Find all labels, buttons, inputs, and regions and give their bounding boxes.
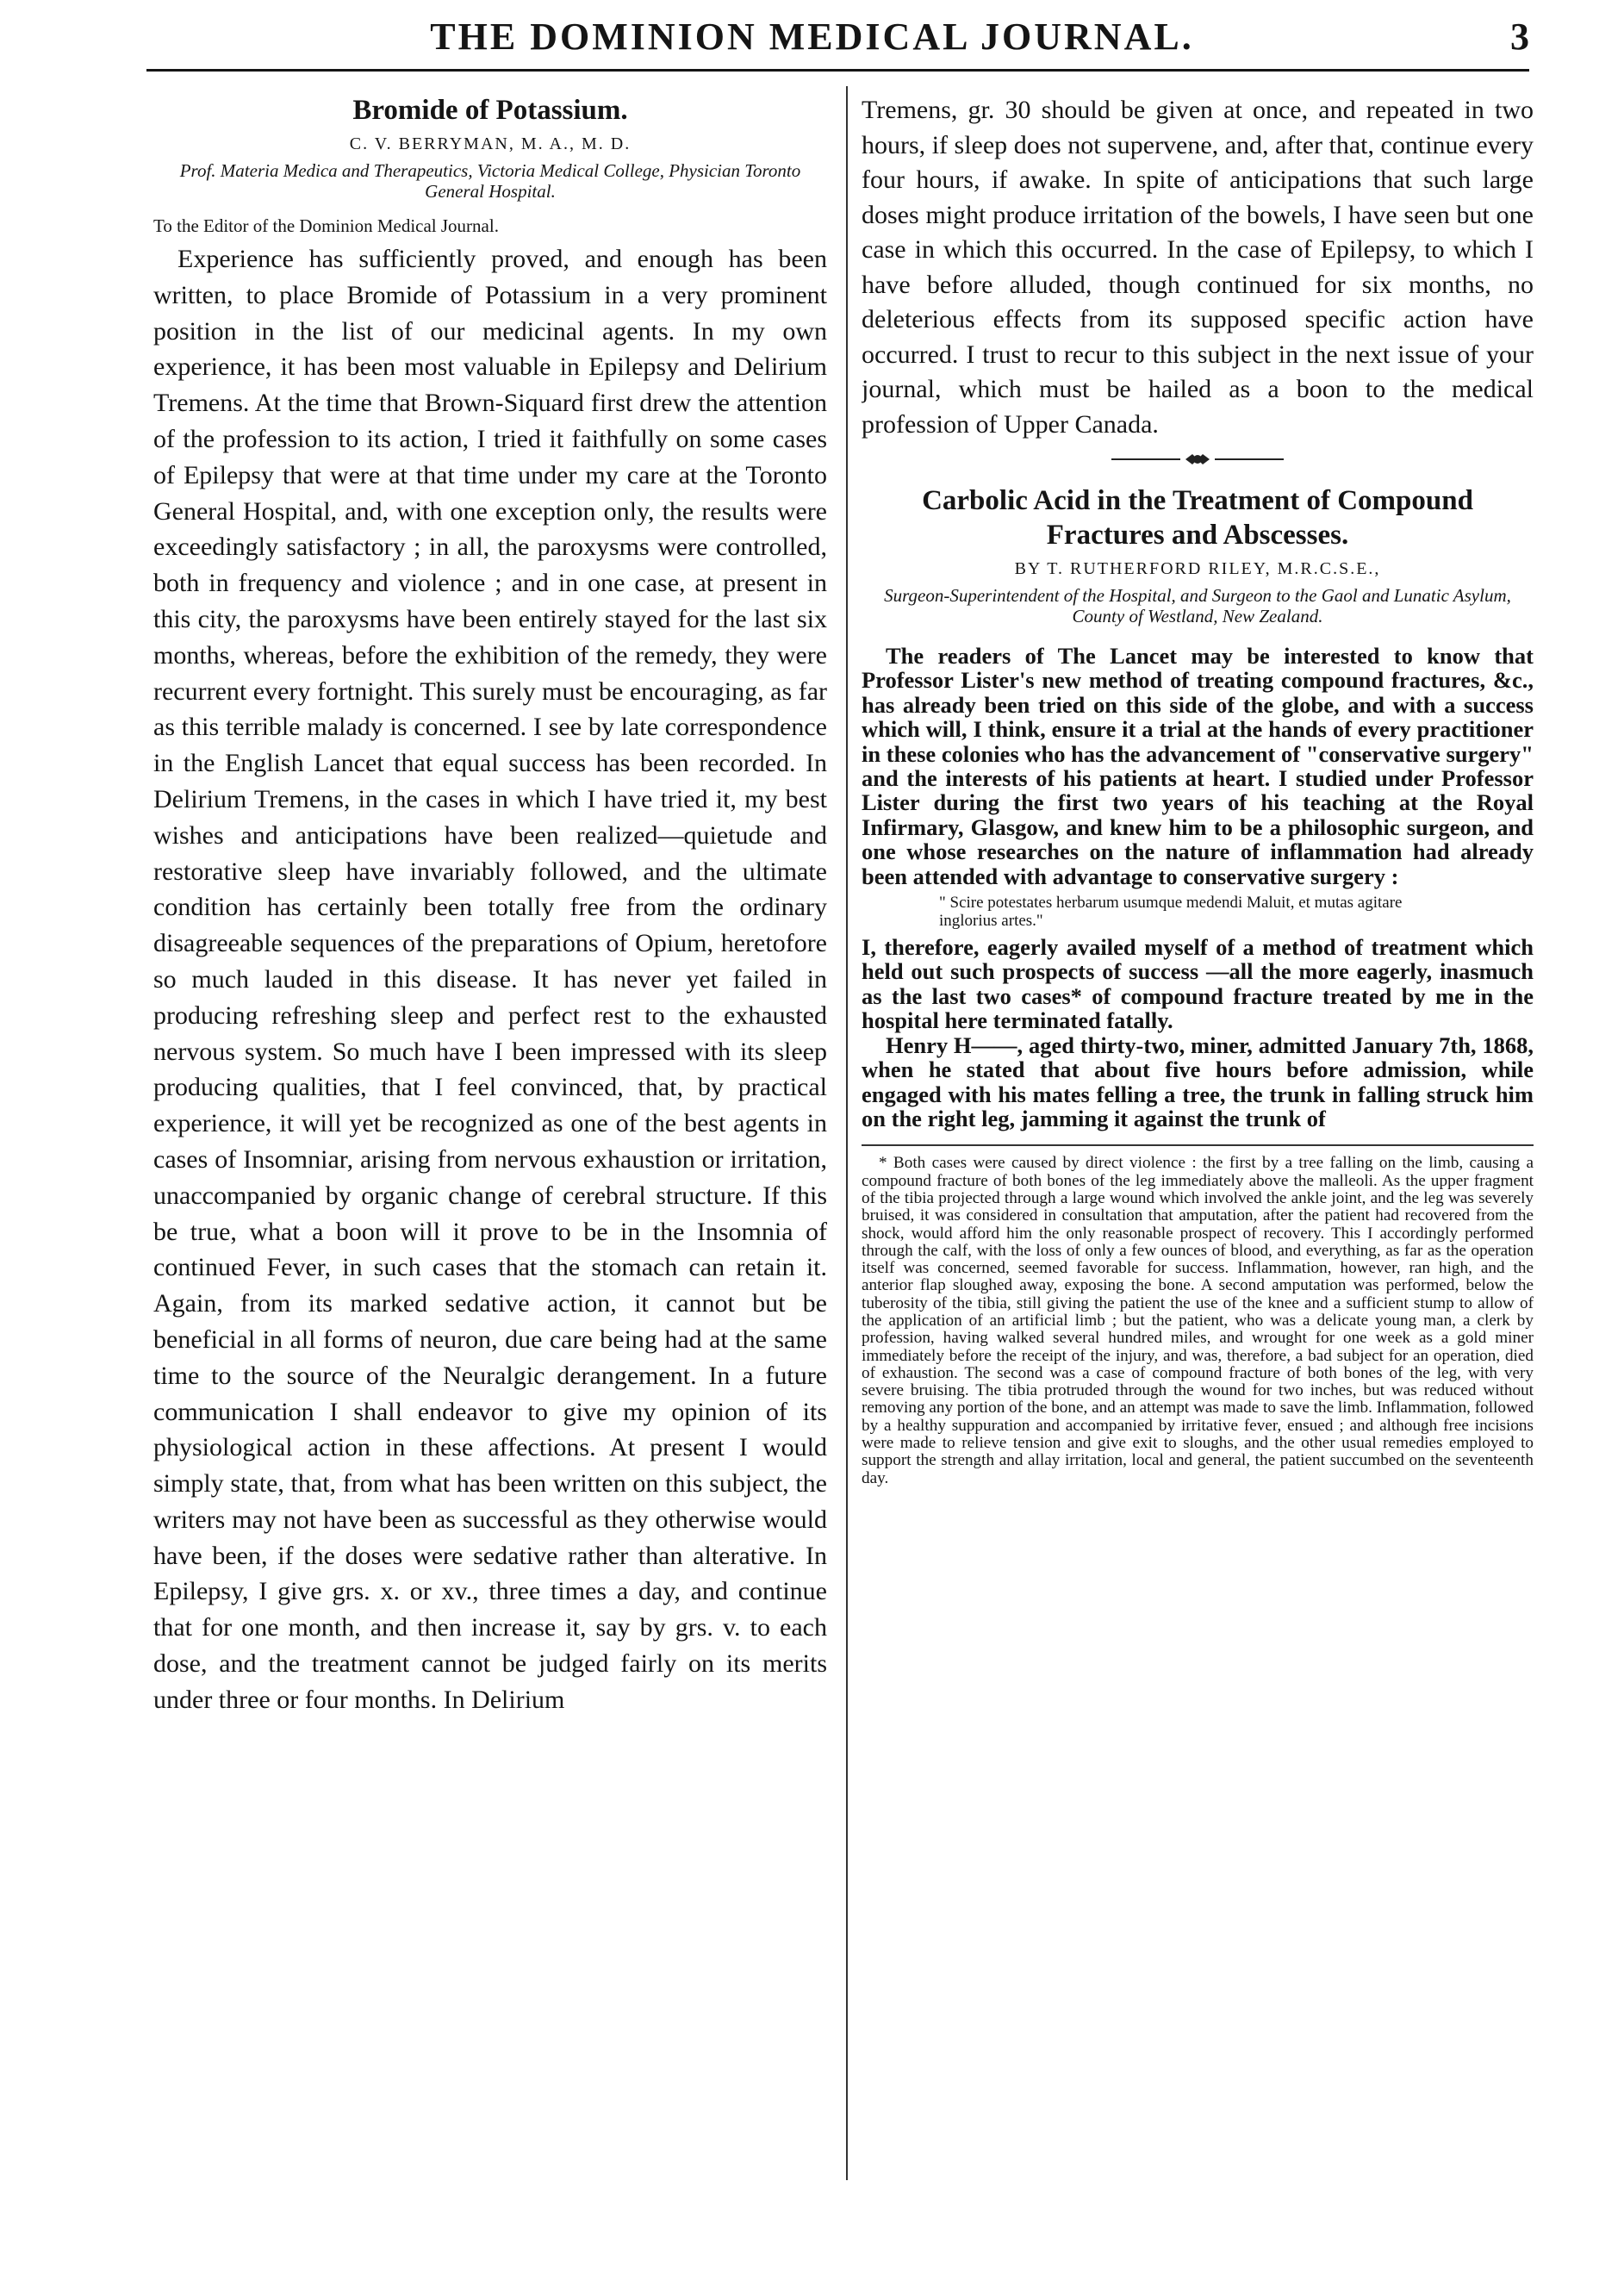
header-rule (146, 69, 1529, 72)
article-paragraph: Henry H——, aged thirty-two, miner, admitted January 7th, 1868, when he stated that about five hours before admission, while engaged with his mates felling a tree, the trunk in falling struck him on the right leg, jamming it against the trunk of (862, 1031, 1534, 1131)
page-header (0, 0, 1624, 79)
article-byline: BY T. RUTHERFORD RILEY, M.R.C.S.E., (1014, 559, 1381, 578)
footnote: * Both cases were caused by direct violence : the first by a tree falling on the limb, causing a compound fracture of both bones of the leg immediately above the malleoli. As the upper fragment of the tibia projected through a large wound which involved the ankle joint, and the leg was severely bruised, it was considered in consultation that amputation, after the patient had recovered from the shock, would afford him the only reasonable prospect of recovery. This I accordingly performed through the calf, with the loss of only a few ounces of blood, and everything, as far as the operation itself was concerned, seemed favorable for success. Inflammation, however, ran high, and the anterior flap sloughed away, exposing the bone. A second amputation was performed, below the tuberosity of the tibia, still giving the patient the use of the knee and a sufficient stump to allow of the application of an artificial limb ; but the patient, who was a delicate young man, a clerk by profession, having walked several hundred miles, and wrought for one week as a gold miner immediately before the receipt of the injury, and was, therefore, a bad subject for an operation, died of exhaustion. The second was a case of compound fracture of both bones of the leg, with very severe bruising. The tibia protruded through the wound for two inches, but was reduced without removing any portion of the bone, and an attempt was made to save the limb. Inflammation, followed by a healthy suppuration and accompanied by irritative fever, ensued ; and although free incisions were made to relieve tension and give exit to sloughs, and the other usual remedies employed to support the strength and allay irritation, local and general, the patient succumbed on the seventeenth day. (862, 1154, 1534, 1487)
article-continuation: Tremens, gr. 30 should be given at once, and repeated in two hours, if sleep does not supervene, and, after that, continue every four hours, if awake. In spite of anticipations that such large doses might produce irritation of the bowels, I have seen but one case in which this occurred. In the case of Epilepsy, to which I have before alluded, though continued for six months, no deleterious effects from its supposed specific action have occurred. I trust to recur to this subject in the next issue of your journal, which must be hailed as a boon to the medical profession of Upper Canada. (862, 96, 1534, 439)
page-number: 3 (1510, 16, 1529, 58)
article-paragraph: The readers of The Lancet may be interested to know that Professor Lister's new method of treating compound fractures, &c., has already been tried on this side of the globe, and with a success which will, I think, ensure it a trial at the hands of every practitioner in these colonies who has the advancement of "conservative surgery" and the interests of his patients at heart. I studied under Professor Lister during the first two years of his teaching at the Royal Infirmary, Glasgow, and knew him to be a philosophic surgeon, and one whose researches on the nature of inflammation had already been attended with advantage to conservative surgery : (862, 643, 1534, 889)
ornament-divider (1111, 449, 1284, 470)
article-body: Experience has sufficiently proved, and enough has been written, to place Bromide of Potassium in a very prominent position in the list of our medicinal agents. In my own experience, it has been most valuable in Epilepsy and Delirium Tremens. At the time that Brown-Siquard first drew the attention of the profession to its action, I tried it faithfully on some cases of Epilepsy that were at that time under my care at the Toronto General Hospital, and, with one exception only, the results were exceedingly satisfactory ; in all, the paroxysms were controlled, both in frequency and violence ; and in one case, at present in this city, the paroxysms have been entirely stayed for the last six months, whereas, before the exhibition of the remedy, they were recurrent every fortnight. This surely must be encouraging, as far as this terrible malady is concerned. I see by late correspondence in the English Lancet that equal success has been recorded. In Delirium Tremens, in the cases in which I have tried it, my best wishes and anticipations have been realized—quietude and restorative sleep have invariably followed, and the ultimate condition has certainly been totally free from the ordinary disagreeable sequences of the preparations of Opium, heretofore so much lauded in this disease. It has never yet failed in producing refreshing sleep and perfect rest to the exhausted nervous system. So much have I been impressed with its sleep producing qualities, that I feel convinced, that, by practical experience, it will yet be recognized as one of the best agents in cases of Insomniar, arising from nervous exhaustion or irritation, unaccompanied by organic change of cerebral structure. If this be true, what a boon will it prove to be in the Insomnia of continued Fever, in such cases that the stomach can retain it. Again, from its marked sedative action, it cannot but be beneficial in all forms of neuron, due care being had at the same time to the source of the Neuralgic derangement. In a future communication I shall endeavor to give my opinion of its physiological action in these affections. At present I would simply state, that, from what has been written on this subject, the writers may not have been as successful as they otherwise would have been, if the doses were sedative rather than alterative. In Epilepsy, I give grs. x. or xv., three times a day, and continue that for one month, and then increase it, say by grs. v. to each dose, and the treatment cannot be judged fairly on its merits under three or four months. In Delirium (153, 245, 827, 1714)
article-paragraph: I, therefore, eagerly availed myself of a method of treatment which held out such prospects of success —all the more eagerly, inasmuch as the last two cases* of compound fracture treated by me in the hospital here terminated fatally. (862, 934, 1534, 1034)
author-affiliation: Surgeon-Superintendent of the Hospital, and Surgeon to the Gaol and Lunatic Asylum, County of Westland, New Zealand. (884, 585, 1511, 626)
right-column (862, 93, 1534, 2187)
journal-title: THE DOMINION MEDICAL JOURNAL. (430, 16, 1194, 58)
left-column (153, 93, 827, 2187)
footnote-rule (862, 1144, 1534, 1146)
article-title: Carbolic Acid in the Treatment of Compound Fractures and Abscesses. (922, 485, 1473, 551)
latin-quotation: " Scire potestates herbarum usumque medendi Maluit, et mutas agitare inglorius artes." (939, 894, 1403, 931)
article-byline: C. V. BERRYMAN, M. A., M. D. (349, 134, 632, 153)
article-title: Bromide of Potassium. (352, 95, 628, 126)
letter-salutation: To the Editor of the Dominion Medical Journal. (153, 215, 499, 236)
column-divider (846, 86, 848, 2180)
author-affiliation: Prof. Materia Medica and Therapeutics, Victoria Medical College, Physician Toronto General Hospital. (179, 160, 801, 202)
